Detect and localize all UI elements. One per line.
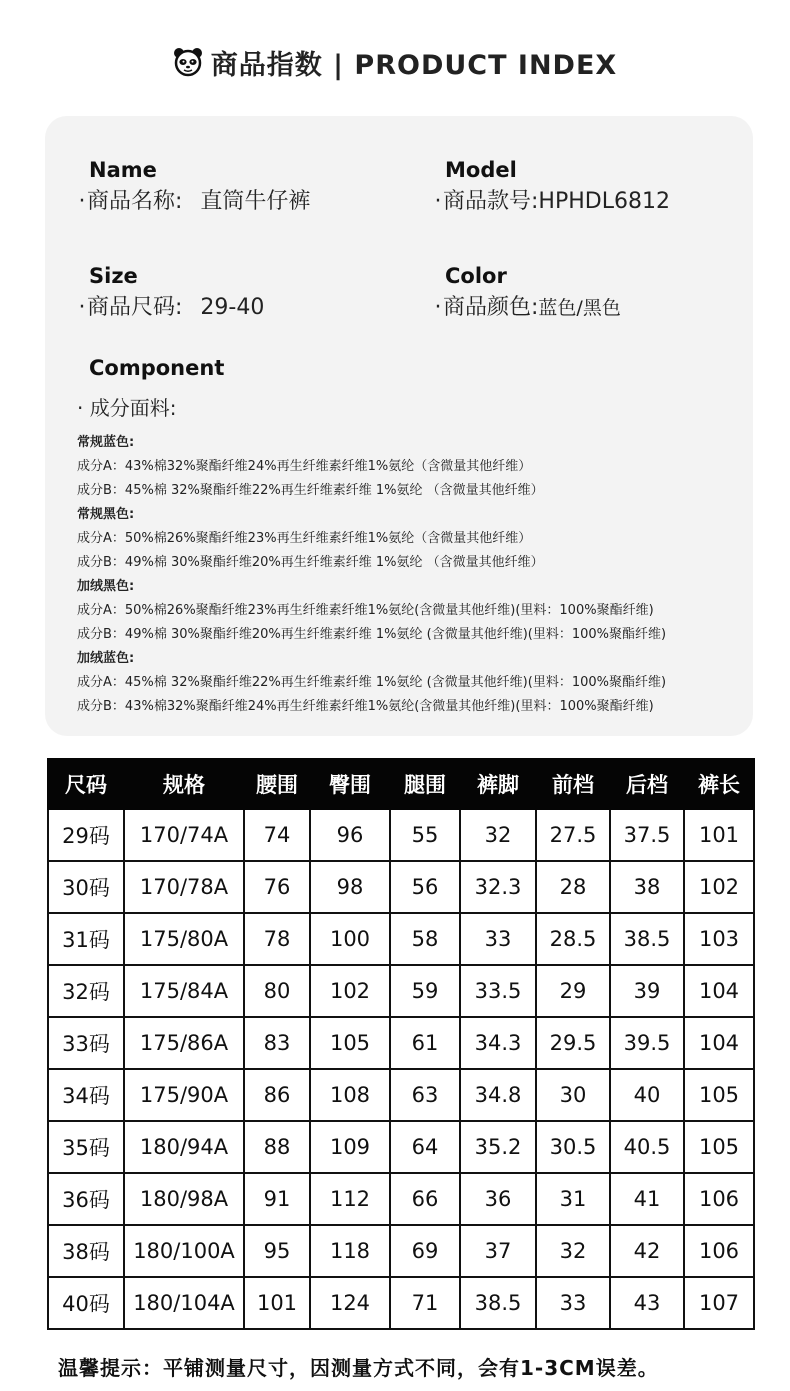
table-cell: 80	[244, 965, 310, 1017]
table-cell: 32	[460, 809, 536, 861]
table-cell: 29.5	[536, 1017, 610, 1069]
size-label-en: Size	[89, 264, 138, 288]
table-cell: 118	[310, 1225, 390, 1277]
component-line: 成分A：50%棉26%聚酯纤维23%再生纤维素纤维1%氨纶（含微量其他纤维）	[77, 531, 532, 546]
table-cell: 40	[610, 1069, 684, 1121]
table-cell: 175/90A	[124, 1069, 244, 1121]
table-cell: 33码	[48, 1017, 124, 1069]
table-cell: 91	[244, 1173, 310, 1225]
table-row	[48, 1017, 754, 1069]
header-back-rise: 后档	[610, 759, 684, 809]
table-cell: 175/86A	[124, 1017, 244, 1069]
component-group	[77, 575, 737, 647]
table-cell: 88	[244, 1121, 310, 1173]
component-line: 成分B：45%棉 32%聚酯纤维22%再生纤维素纤维 1%氨纶 （含微量其他纤维）	[77, 483, 544, 498]
product-info-panel	[45, 116, 753, 736]
table-cell: 106	[684, 1225, 754, 1277]
name-value: 直筒牛仔裤	[200, 189, 311, 214]
color-value: 蓝色/黑色	[538, 297, 621, 319]
table-cell: 63	[390, 1069, 460, 1121]
table-cell: 101	[244, 1277, 310, 1329]
color-label: 商品颜色:	[443, 295, 539, 320]
table-cell: 95	[244, 1225, 310, 1277]
table-cell: 32	[536, 1225, 610, 1277]
table-row	[48, 809, 754, 861]
component-section: Component · 成分面料: 常规蓝色: 成分A：43%棉32%聚酯纤维24%再生纤维素纤维1%氨纶（含微量其他纤维） 成分B：45%棉 32%聚酯纤维22%再生纤维素纤维 1%氨纶 （含微量其他纤维） 常规黑色: 成分A：50%棉26%聚酯纤维23%再生纤维素纤维1%氨纶（含微量其他纤维） 成分B：49%棉 30%聚酯纤维20%再生纤维素纤维 1%氨纶 （含微量其他纤维） 加绒黑色: 成分A：50%棉26%聚酯纤维23%再生纤维素纤维1%氨纶(含微量其他纤维)(里料：100%聚酯纤维) 成分B：49%棉 30%聚酯纤维20%再生纤维素纤维 1%氨纶 (含微量其他纤维)(里料：100%聚酯纤维) 加绒蓝色: 成分A：45%棉 32%聚酯纤维22%再生纤维素纤维 1%氨纶 (含微量其他纤维)(里料：100%聚酯纤维) 成分B：43%棉32%聚酯纤维24%再生纤维素纤维1%氨纶(含微量其他纤维)(里料：100%聚酯纤维)	[77, 356, 737, 719]
table-row	[48, 861, 754, 913]
table-cell: 109	[310, 1121, 390, 1173]
table-cell: 105	[684, 1121, 754, 1173]
model-label-en: Model	[445, 158, 517, 182]
table-cell: 100	[310, 913, 390, 965]
table-cell: 180/94A	[124, 1121, 244, 1173]
color-label-en: Color	[445, 264, 507, 288]
table-cell: 86	[244, 1069, 310, 1121]
header-hip: 臀围	[310, 759, 390, 809]
table-cell: 61	[390, 1017, 460, 1069]
component-line: 成分B：49%棉 30%聚酯纤维20%再生纤维素纤维 1%氨纶 (含微量其他纤维)(里料：100%聚酯纤维)	[77, 627, 667, 642]
table-cell: 106	[684, 1173, 754, 1225]
name-label-en: Name	[89, 158, 157, 182]
header-length: 裤长	[684, 759, 754, 809]
table-cell: 98	[310, 861, 390, 913]
table-cell: 34.8	[460, 1069, 536, 1121]
table-row	[48, 913, 754, 965]
size-label: 商品尺码:	[87, 295, 183, 320]
table-cell: 74	[244, 809, 310, 861]
table-cell: 170/78A	[124, 861, 244, 913]
header-front-rise: 前档	[536, 759, 610, 809]
table-cell: 42	[610, 1225, 684, 1277]
component-groups	[77, 431, 737, 719]
group-title: 常规黑色:	[77, 507, 135, 522]
table-cell: 33	[536, 1277, 610, 1329]
table-cell: 175/80A	[124, 913, 244, 965]
table-cell: 36	[460, 1173, 536, 1225]
table-cell: 29码	[48, 809, 124, 861]
table-cell: 107	[684, 1277, 754, 1329]
table-row	[48, 1069, 754, 1121]
panda-icon	[173, 47, 203, 77]
header-thigh: 腿围	[390, 759, 460, 809]
component-line: 成分A：45%棉 32%聚酯纤维22%再生纤维素纤维 1%氨纶 (含微量其他纤维)(里料：100%聚酯纤维)	[77, 675, 667, 690]
table-cell: 38.5	[610, 913, 684, 965]
table-cell: 180/98A	[124, 1173, 244, 1225]
table-cell: 102	[310, 965, 390, 1017]
table-cell: 59	[390, 965, 460, 1017]
table-cell: 96	[310, 809, 390, 861]
header-size: 尺码	[48, 759, 124, 809]
table-cell: 34.3	[460, 1017, 536, 1069]
table-cell: 124	[310, 1277, 390, 1329]
group-title: 加绒黑色:	[77, 579, 135, 594]
table-cell: 31码	[48, 913, 124, 965]
component-group	[77, 431, 737, 503]
table-header-row	[48, 759, 754, 809]
table-cell: 180/100A	[124, 1225, 244, 1277]
measurement-note: 温馨提示：平铺测量尺寸，因测量方式不同，会有1-3CM误差。	[58, 1356, 659, 1380]
table-cell: 29	[536, 965, 610, 1017]
table-cell: 76	[244, 861, 310, 913]
table-cell: 56	[390, 861, 460, 913]
table-cell: 175/84A	[124, 965, 244, 1017]
table-cell: 41	[610, 1173, 684, 1225]
table-cell: 40.5	[610, 1121, 684, 1173]
component-label: 成分面料:	[89, 396, 177, 420]
color-field: Color ·商品颜色:蓝色/黑色	[434, 264, 621, 320]
table-cell: 104	[684, 965, 754, 1017]
table-cell: 103	[684, 913, 754, 965]
table-cell: 105	[310, 1017, 390, 1069]
table-cell: 32.3	[460, 861, 536, 913]
table-cell: 108	[310, 1069, 390, 1121]
group-title: 常规蓝色:	[77, 435, 135, 450]
name-field: Name ·商品名称: 直筒牛仔裤	[78, 158, 311, 214]
table-cell: 37.5	[610, 809, 684, 861]
table-cell: 64	[390, 1121, 460, 1173]
component-label-en: Component	[89, 356, 225, 380]
header-waist: 腰围	[244, 759, 310, 809]
table-cell: 43	[610, 1277, 684, 1329]
model-field: Model ·商品款号:HPHDL6812	[434, 158, 670, 214]
table-cell: 38	[610, 861, 684, 913]
component-line: 成分B：49%棉 30%聚酯纤维20%再生纤维素纤维 1%氨纶 （含微量其他纤维）	[77, 555, 544, 570]
table-cell: 36码	[48, 1173, 124, 1225]
table-cell: 38码	[48, 1225, 124, 1277]
component-line: 成分A：43%棉32%聚酯纤维24%再生纤维素纤维1%氨纶（含微量其他纤维）	[77, 459, 532, 474]
table-cell: 35.2	[460, 1121, 536, 1173]
table-cell: 112	[310, 1173, 390, 1225]
table-cell: 39.5	[610, 1017, 684, 1069]
table-cell: 27.5	[536, 809, 610, 861]
size-value: 29-40	[200, 295, 265, 320]
component-group	[77, 503, 737, 575]
page-title: 商品指数 | PRODUCT INDEX	[210, 49, 618, 81]
model-label: 商品款号:	[443, 189, 539, 214]
name-label: 商品名称:	[87, 189, 183, 214]
table-cell: 66	[390, 1173, 460, 1225]
header-spec: 规格	[124, 759, 244, 809]
page-header	[0, 42, 790, 82]
table-cell: 34码	[48, 1069, 124, 1121]
table-cell: 105	[684, 1069, 754, 1121]
table-cell: 71	[390, 1277, 460, 1329]
table-cell: 30.5	[536, 1121, 610, 1173]
table-cell: 30码	[48, 861, 124, 913]
component-line: 成分B：43%棉32%聚酯纤维24%再生纤维素纤维1%氨纶(含微量其他纤维)(里料：100%聚酯纤维)	[77, 699, 654, 714]
table-row	[48, 1121, 754, 1173]
component-group	[77, 647, 737, 719]
table-cell: 102	[684, 861, 754, 913]
table-cell: 40码	[48, 1277, 124, 1329]
table-row	[48, 1277, 754, 1329]
table-cell: 28.5	[536, 913, 610, 965]
table-cell: 104	[684, 1017, 754, 1069]
table-cell: 38.5	[460, 1277, 536, 1329]
table-body	[48, 809, 754, 1329]
table-row	[48, 965, 754, 1017]
size-chart-table	[47, 758, 755, 1330]
table-cell: 55	[390, 809, 460, 861]
table-cell: 35码	[48, 1121, 124, 1173]
table-cell: 39	[610, 965, 684, 1017]
table-row	[48, 1225, 754, 1277]
table-cell: 30	[536, 1069, 610, 1121]
header-hem: 裤脚	[460, 759, 536, 809]
size-field: Size ·商品尺码: 29-40	[78, 264, 265, 320]
group-title: 加绒蓝色:	[77, 651, 135, 666]
table-cell: 28	[536, 861, 610, 913]
table-cell: 58	[390, 913, 460, 965]
table-cell: 33	[460, 913, 536, 965]
table-cell: 69	[390, 1225, 460, 1277]
table-cell: 37	[460, 1225, 536, 1277]
component-line: 成分A：50%棉26%聚酯纤维23%再生纤维素纤维1%氨纶(含微量其他纤维)(里料：100%聚酯纤维)	[77, 603, 654, 618]
table-cell: 33.5	[460, 965, 536, 1017]
table-cell: 78	[244, 913, 310, 965]
table-cell: 83	[244, 1017, 310, 1069]
table-cell: 101	[684, 809, 754, 861]
table-cell: 32码	[48, 965, 124, 1017]
table-cell: 170/74A	[124, 809, 244, 861]
table-cell: 31	[536, 1173, 610, 1225]
table-cell: 180/104A	[124, 1277, 244, 1329]
table-row	[48, 1173, 754, 1225]
model-value: HPHDL6812	[538, 189, 670, 214]
